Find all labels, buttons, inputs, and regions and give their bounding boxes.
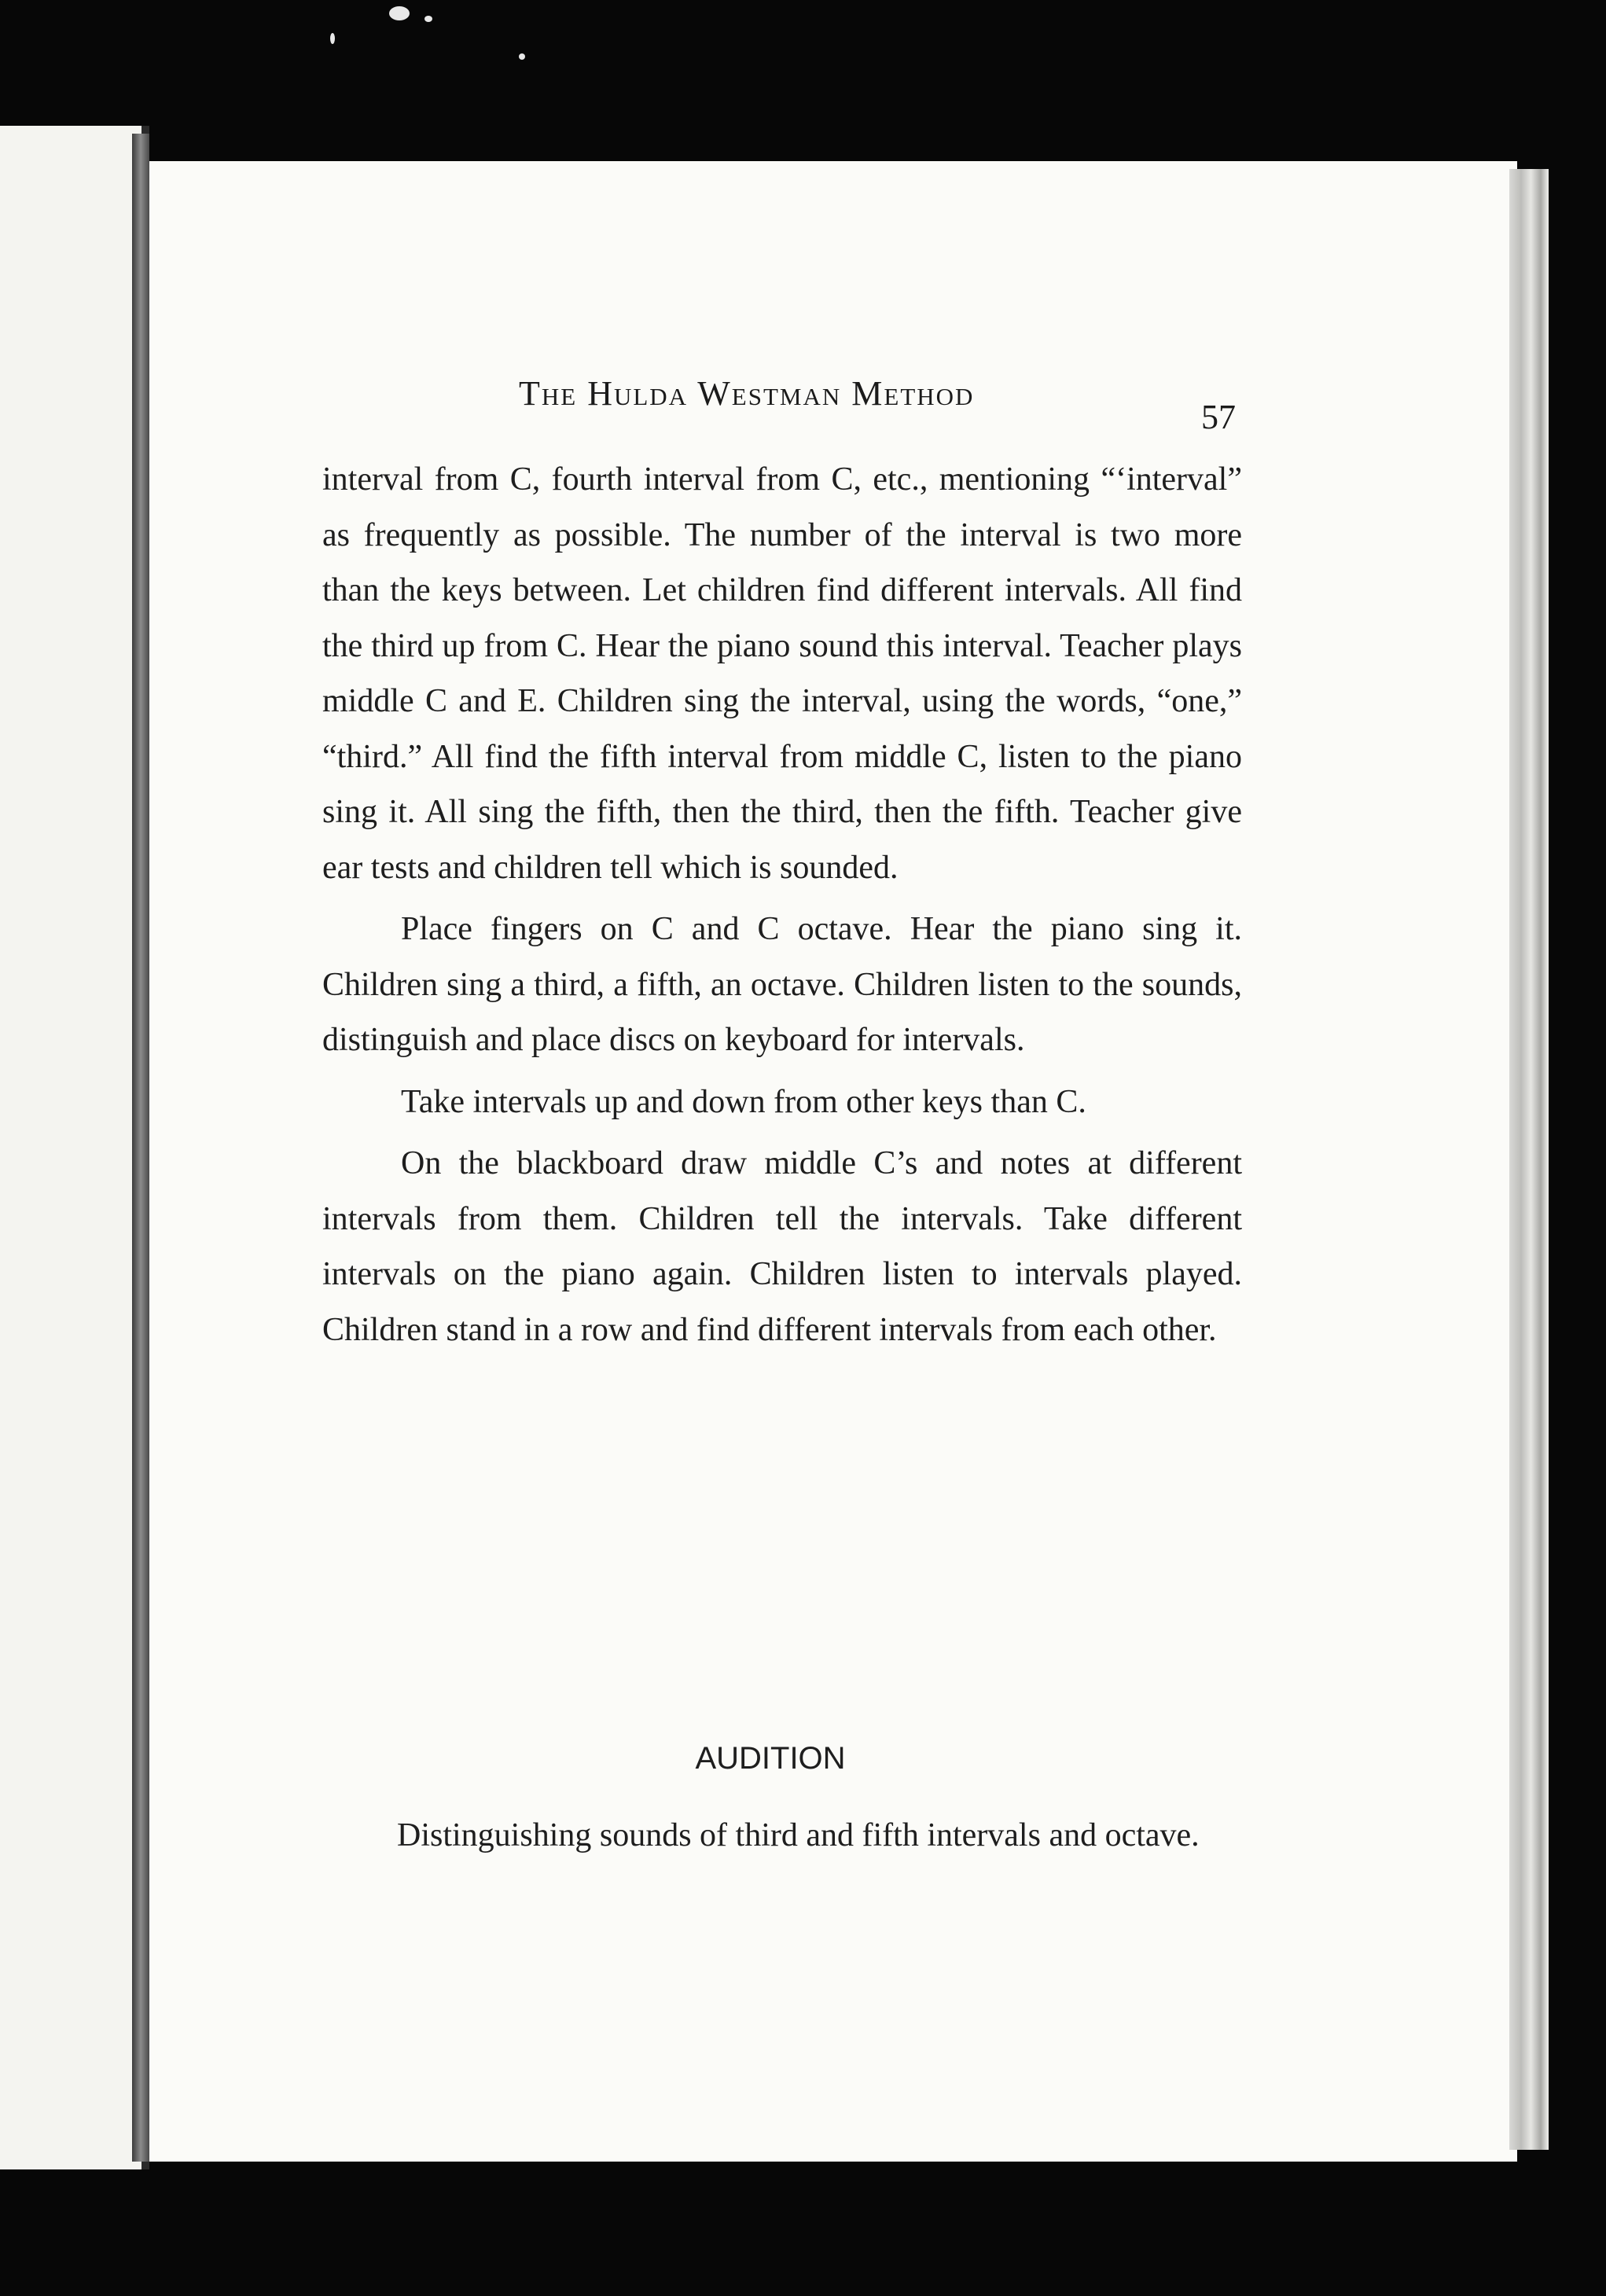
- dust-speck: [389, 6, 410, 20]
- paragraph: interval from C, fourth interval from C, etc., mentioning “‘interval” as frequently as possible. The number of the interval is two more than the keys between. Let children find different intervals. All find the third up from C. Hear the piano sound this interval. Teacher plays middle C and E. Children sing the interval, using the words, “one,” “third.” All find the fifth interval from middle C, listen to the piano sing it. All sing the fifth, then the third, then the fifth. Teacher give ear tests and children tell which is sounded.: [322, 461, 1242, 886]
- dust-speck: [519, 53, 525, 60]
- section-paragraph: Distinguishing sounds of third and fifth intervals and octave.: [397, 1817, 1200, 1853]
- page-edges: [1509, 169, 1549, 2150]
- dust-speck: [330, 33, 335, 44]
- dust-speck: [424, 16, 432, 22]
- facing-page: [0, 126, 149, 2169]
- section-heading: AUDITION: [695, 1741, 846, 1776]
- book-gutter: [132, 134, 149, 2162]
- paragraph: Take intervals up and down from other keys than C.: [401, 1083, 1086, 1120]
- running-head: The Hulda Westman Method: [519, 374, 975, 413]
- paragraph: Place fingers on C and C octave. Hear the piano sing it. Children sing a third, a fifth, an octave. Children listen to the sounds, distinguish and place discs on keyboard for intervals.: [322, 911, 1242, 1058]
- paragraph: On the blackboard draw middle C’s and notes at different intervals from them. Children tell the intervals. Take different intervals on the piano again. Children listen to intervals played. Children stand in a row and find different intervals from each other.: [322, 1145, 1242, 1348]
- body-text: [322, 452, 1242, 1357]
- page-number: 57: [1201, 398, 1236, 436]
